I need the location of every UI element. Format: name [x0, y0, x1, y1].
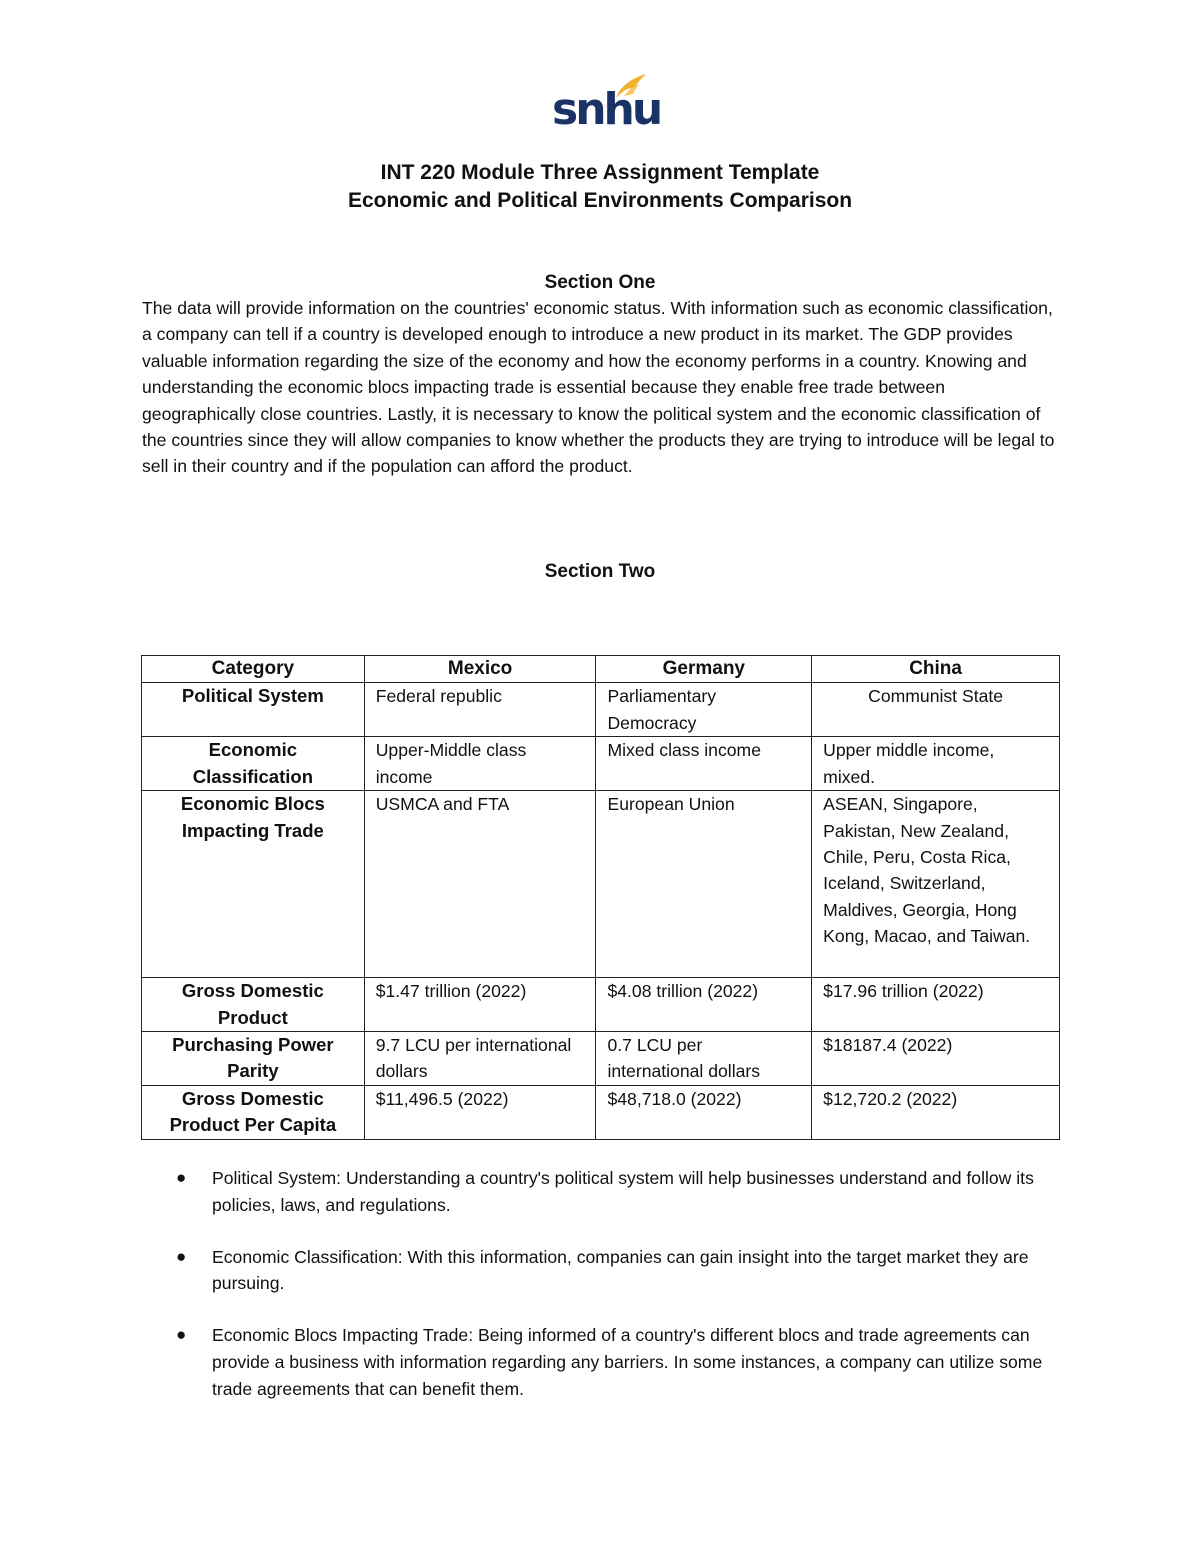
section-one-heading: Section One [544, 272, 656, 293]
mexico-cell: USMCA and FTA [364, 791, 596, 978]
table-row [142, 791, 1060, 978]
china-cell: $12,720.2 (2022) [812, 1086, 1060, 1140]
china-cell: $17.96 trillion (2022) [812, 978, 1060, 1032]
snhu-logo [552, 72, 661, 136]
mexico-cell: Upper-Middle class income [364, 737, 596, 791]
mexico-cell: Federal republic [364, 683, 596, 737]
list-item [142, 1244, 1072, 1298]
table-row [142, 683, 1060, 737]
note-text: Political System: Understanding a country's political system will help businesses understand and follow its policies, laws, and regulations. [212, 1168, 1034, 1215]
germany-cell: Mixed class income [596, 737, 812, 791]
germany-cell: $48,718.0 (2022) [596, 1086, 812, 1140]
category-cell: Economic Classification [142, 737, 365, 791]
germany-cell: 0.7 LCU per international dollars [596, 1032, 812, 1086]
notes-list [142, 1165, 1072, 1428]
section-two-heading: Section Two [544, 561, 656, 582]
logo-wordmark: snhu [552, 84, 661, 135]
table-header-cell: Category [142, 656, 365, 683]
table-row [142, 1086, 1060, 1140]
table-header-row [142, 656, 1060, 683]
bullet-icon: ● [176, 1168, 187, 1187]
mexico-cell: $1.47 trillion (2022) [364, 978, 596, 1032]
table-header-cell: Mexico [364, 656, 596, 683]
china-cell: $18187.4 (2022) [812, 1032, 1060, 1086]
category-cell: Political System [142, 683, 365, 737]
germany-cell: Parliamentary Democracy [596, 683, 812, 737]
table-row [142, 737, 1060, 791]
table-header-cell: China [812, 656, 1060, 683]
list-item [142, 1322, 1072, 1402]
category-cell: Economic Blocs Impacting Trade [142, 791, 365, 978]
table-header-cell: Germany [596, 656, 812, 683]
germany-cell: $4.08 trillion (2022) [596, 978, 812, 1032]
note-text: Economic Classification: With this information, companies can gain insight into the target market they are pursuing. [212, 1246, 1029, 1294]
document-subtitle: Economic and Political Environments Comparison [347, 189, 853, 212]
mexico-cell: $11,496.5 (2022) [364, 1086, 596, 1140]
document-title: INT 220 Module Three Assignment Template [380, 161, 820, 184]
section-one-paragraph: The data will provide information on the countries' economic status. With information such as economic classification, a company can tell if a country is developed enough to introduce a new product in its market. The GDP provides valuable information regarding the size of the economy and how the economy performs in a country. Knowing and understanding the economic blocs impacting trade is essential because they enable free trade between geographically close countries. Lastly, it is necessary to know the political system and the economic classification of the countries since they will allow companies to know whether the products they are trying to introduce will be legal to sell in their country and if the population can afford the product. [142, 298, 1055, 477]
table-row [142, 978, 1060, 1032]
mexico-cell: 9.7 LCU per international dollars [364, 1032, 596, 1086]
list-item [142, 1165, 1072, 1219]
china-cell: ASEAN, Singapore, Pakistan, New Zealand, Chile, Peru, Costa Rica, Iceland, Switzerland, Maldives, Georgia, Hong Kong, Macao, and Taiwan. [812, 791, 1060, 978]
china-cell: Upper middle income, mixed. [812, 737, 1060, 791]
category-cell: Gross Domestic Product [142, 978, 365, 1032]
table-row [142, 1032, 1060, 1086]
category-cell: Gross Domestic Product Per Capita [142, 1086, 365, 1140]
china-cell: Communist State [812, 683, 1060, 737]
category-cell: Purchasing Power Parity [142, 1032, 365, 1086]
bullet-icon: ● [176, 1246, 187, 1266]
bullet-icon: ● [176, 1325, 187, 1345]
note-text: Economic Blocs Impacting Trade: Being informed of a country's different blocs and trade agreements can provide a business with information regarding any barriers. In some instances, a company can utilize some trade agreements that can benefit them. [212, 1325, 1043, 1399]
comparison-table [141, 655, 1060, 1140]
germany-cell: European Union [596, 791, 812, 978]
